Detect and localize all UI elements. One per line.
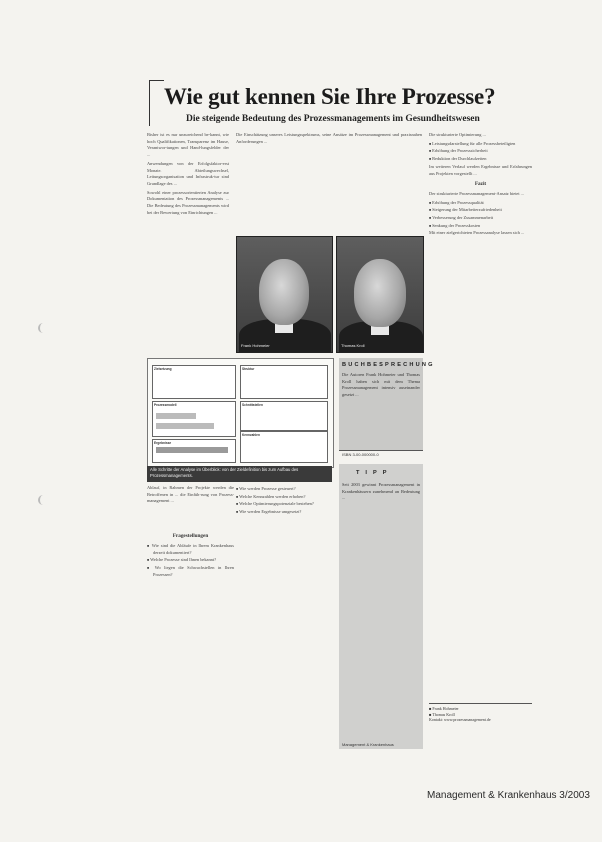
question-3: ■ Wo liegen die Schwachstellen in Ihren Prozessen? [147,565,234,578]
column-2-intro [236,132,422,147]
right-bullet2-2: ■ Steigerung der Mitarbeiterzufriedenheit [429,207,532,214]
diagram-label-4: Schnittstellen [242,403,263,407]
book-review-title: BUCHBESPRECHUNG [342,362,435,368]
right-bullet2-1: ■ Erhöhung der Prozessqualität [429,200,532,207]
mid2-bullet-1: ■ Wie werden Prozesse gesteuert? [236,486,332,493]
diagram-label-5: Kennzahlen [242,433,260,437]
book-review-foot: ISBN 3-00-000000-0 [342,452,379,457]
col1-para-3: Sowohl einer prozessorientierten Analyse zur Dokumentation des Prozessmanagements ... Die Bedeutung des Prozessmanagements wird bei der Bewertung von Einrichtungen ... [147,189,229,215]
right-para: Im weiteren Verlauf werden Ergebnisse und Erfahrungen aus Projekten vorgestellt ... [429,163,532,176]
title-bracket [149,80,164,126]
punch-hole-top [38,323,48,333]
photo-left [236,236,333,353]
right-bullet-3: ■ Reduktion der Durchlaufzeiten [429,156,532,163]
mid2-bullet-3: ■ Welche Optimierungspotenziale bestehen? [236,501,332,508]
page-subtitle: Die steigende Bedeutung des Prozessmanagements im Gesundheitswesen [186,114,480,124]
author-line-2: ■ Thomas Kroll [429,711,455,717]
conclusion-heading: Fazit [474,181,487,188]
diagram-label-1: Zielsetzung [154,367,172,371]
tip-foot: Management & Krankenhaus [342,742,394,747]
col2-intro-text: Die Einschätzung unseres Leistungsspektrums, seine Ansätze im Prozessmanagement und praxisnahen Anforderungen ... [236,132,422,144]
col1-para-1: Bisher ist es nur unzureichend be-kannt, wie hoch Qualifikationen, Transparenz im Hause, Verantwor-tungen und Hand-lungsfelder der ... [147,132,229,158]
right-bullet-2: ■ Erhöhung der Prozesssicherheit [429,148,532,155]
photo-right [336,236,424,353]
author-line-1: ■ Frank Hohmeier [429,706,459,711]
right-bullet2-3: ■ Verbesserung der Zusammenarbeit [429,215,532,222]
process-diagram [147,358,334,468]
right-intro: Die strukturierte Optimierung ... [429,132,486,137]
punch-hole-bottom [38,495,48,505]
column-mid-right [236,485,332,517]
questions-heading: Fragestellungen [172,533,209,540]
column-1 [147,132,229,218]
mid2-bullet-4: ■ Wie werden Ergebnisse umgesetzt? [236,509,332,516]
right-bullet2-4: ■ Senkung der Prozesskosten [429,223,532,230]
diagram-caption: Alle Schritte der Analyse im Überblick: von der Zieldefinition bis zum Aufbau des Prozessmanagements. [147,466,332,482]
author-line-3: Kontakt: www.prozessmanagement.de [429,717,491,723]
book-review-text: Die Autoren Frank Hohmeier und Thomas Kroll haben sich mit dem Thema Prozessmanagement intensiv auseinander gesetzt ... [342,372,420,397]
tip-text: Seit 2003 gewinnt Prozessmanagement in Krankenhäusern zunehmend an Bedeutung ... [342,482,420,501]
diagram-label-6: Ergebnisse [154,441,172,445]
question-1: ■ Wie sind die Abläufe in Ihrem Krankenhaus derzeit dokumentiert? [147,543,234,556]
column-right [429,132,532,239]
photo-right-caption: Thomas Kroll [341,343,365,348]
right-para-2: Der strukturierte Prozessmanagement-Ansatz bietet ... [429,190,524,196]
tip-box [339,464,423,749]
author-info [429,706,532,723]
column-mid-left [147,485,234,579]
mid-para: Ablauf, in Rahmen der Projekte werden die Betroffenen in ... die Einfüh-rung von Prozess-management ... [147,485,234,504]
right-bullet-1: ■ Leistungsdarstellung für alle Prozessbeteiligten [429,141,532,148]
diagram-label-3: Prozessmodell [154,403,177,407]
diagram-label-2: Struktur [242,367,255,371]
photo-left-caption: Frank Hohmeier [241,343,270,348]
col1-para-2: Anwendungen von der Erfolgsfaktor-erst Monate. Abteilungswechsel, Leitungsorganisation und Infrastruk-tur sind Grundlage des ... [147,160,229,186]
tip-title: TIPP [356,470,393,476]
page-footer: Management & Krankenhaus 3/2003 [427,790,590,801]
page-title: Wie gut kennen Sie Ihre Prozesse? [164,84,496,109]
mid2-bullet-2: ■ Welche Kennzahlen werden erhoben? [236,494,332,501]
right-para-3: Mit einer zielgerichteten Prozessanalyse lassen sich ... [429,230,525,236]
question-2: ■ Welche Prozesse sind Ihnen bekannt? [147,557,234,564]
